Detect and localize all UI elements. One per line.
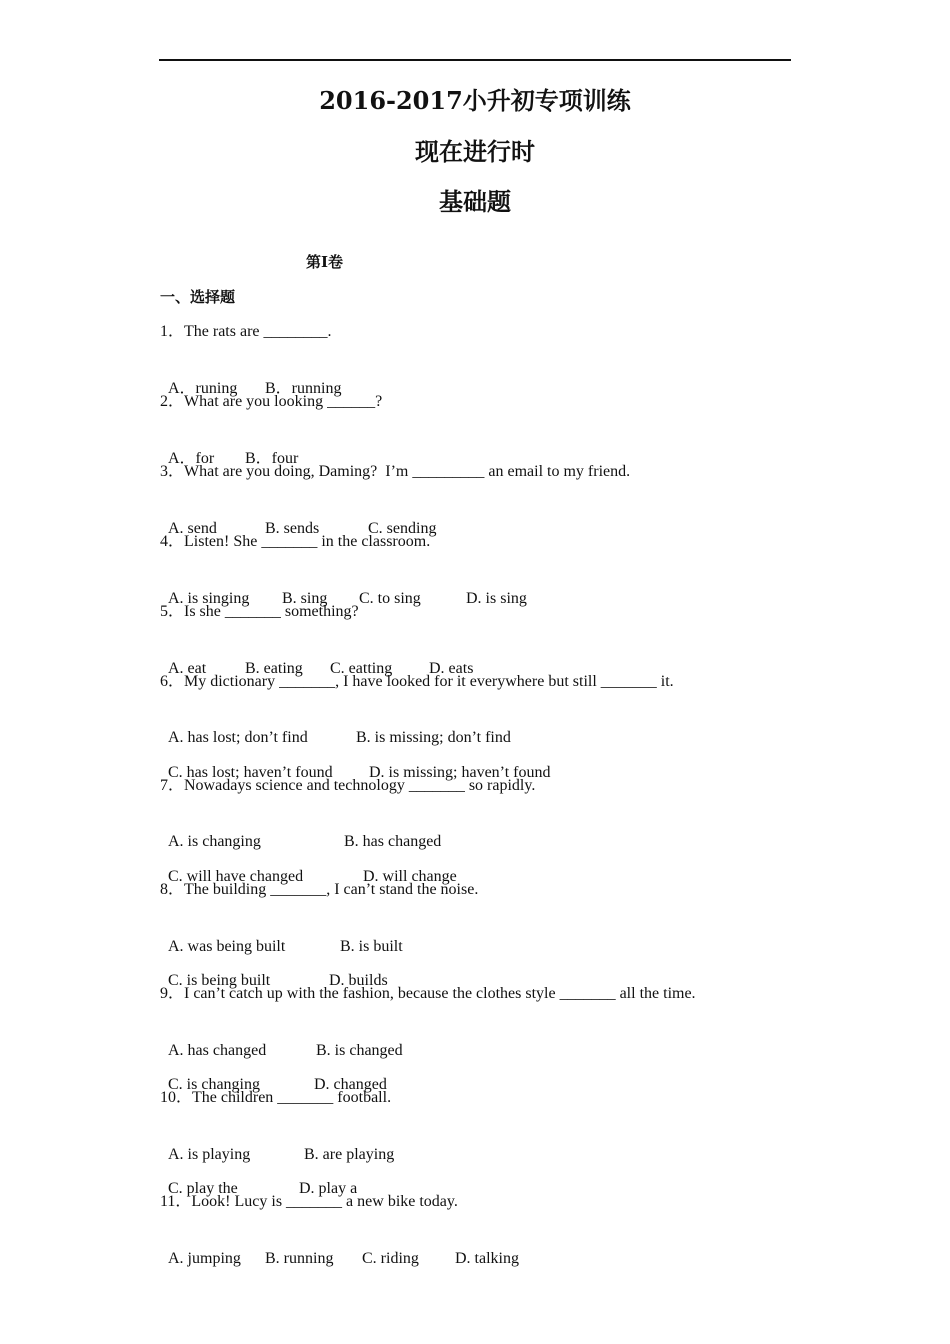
option: D. will change	[363, 868, 457, 885]
option: B. has changed	[344, 833, 442, 850]
option: C. has lost; haven’t found	[168, 764, 333, 781]
question-7-stem: 7．Nowadays science and technology _______ so rapidly.	[160, 777, 536, 794]
option: B. sends	[265, 520, 320, 537]
option: B. is built	[340, 938, 403, 955]
question-6-stem: 6．My dictionary _______, I have looked for it everywhere but still _______ it.	[160, 673, 674, 690]
option: B. is missing; don’t find	[356, 729, 511, 746]
option: D. builds	[329, 972, 388, 989]
option: A. jumping	[168, 1250, 241, 1267]
option: C. riding	[362, 1250, 419, 1267]
option: A. eat	[168, 660, 207, 677]
title-line-1: 2016-2017小升初专项训练	[319, 86, 631, 115]
question-1-stem: 1．The rats are ________.	[160, 323, 332, 340]
option: B. is changed	[316, 1042, 403, 1059]
title-line-3: 基础题	[439, 187, 511, 216]
top-rule	[159, 59, 791, 61]
question-5-stem: 5．Is she _______ something?	[160, 603, 359, 620]
option: B．running	[265, 380, 342, 397]
option: D. play a	[299, 1180, 358, 1197]
option: A. has changed	[168, 1042, 267, 1059]
option: A. is singing	[168, 590, 250, 607]
option: C. eatting	[330, 660, 393, 677]
section-heading: 一、选择题	[160, 288, 236, 306]
option: C. is changing	[168, 1076, 260, 1093]
question-3-stem: 3．What are you doing, Daming? I’m _________ an email to my friend.	[160, 463, 631, 480]
option: B．four	[245, 450, 299, 467]
option: B. running	[265, 1250, 334, 1267]
option: A. is playing	[168, 1146, 251, 1163]
option: B. eating	[245, 660, 303, 677]
option: C. sending	[368, 520, 437, 537]
volume-label: 第I卷	[306, 253, 344, 271]
question-11-options	[160, 1226, 519, 1270]
question-8-stem: 8．The building _______, I can’t stand the noise.	[160, 881, 479, 898]
option: D. eats	[429, 660, 474, 677]
option: D. changed	[314, 1076, 387, 1093]
option: A. is changing	[168, 833, 261, 850]
question-4-stem: 4．Listen! She _______ in the classroom.	[160, 533, 431, 550]
question-2-stem: 2．What are you looking ______?	[160, 393, 383, 410]
option: D. talking	[455, 1250, 519, 1267]
option: C. to sing	[359, 590, 421, 607]
title-line-2: 现在进行时	[415, 137, 535, 166]
option: A．runing	[168, 380, 238, 397]
option: A. send	[168, 520, 217, 537]
option: B. are playing	[304, 1146, 395, 1163]
option: A．for	[168, 450, 215, 467]
option: D. is sing	[466, 590, 527, 607]
option: C. play the	[168, 1180, 238, 1197]
option: A. has lost; don’t find	[168, 729, 308, 746]
option: A. was being built	[168, 938, 286, 955]
option: C. is being built	[168, 972, 271, 989]
question-9-stem: 9．I can’t catch up with the fashion, because the clothes style _______ all the time.	[160, 985, 696, 1002]
option: B. sing	[282, 590, 328, 607]
question-10-stem: 10．The children _______ football.	[160, 1089, 392, 1106]
option: C. will have changed	[168, 868, 304, 885]
question-11-stem: 11．Look! Lucy is _______ a new bike today.	[160, 1193, 458, 1210]
option: D. is missing; haven’t found	[369, 764, 551, 781]
